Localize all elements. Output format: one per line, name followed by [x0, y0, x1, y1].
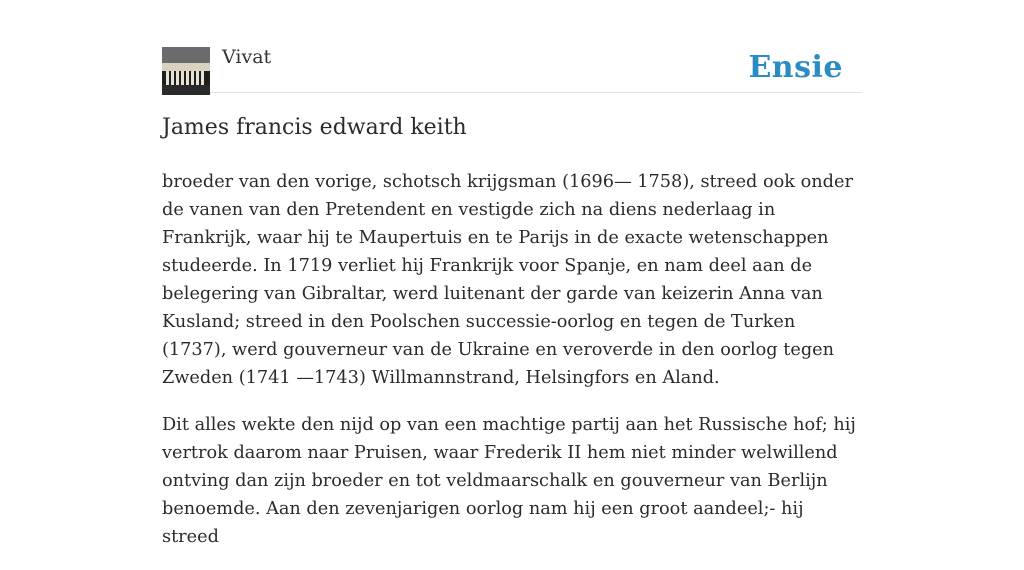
typewriter-keys-avatar-icon — [162, 47, 210, 95]
article-page — [162, 0, 862, 547]
article-body — [162, 168, 862, 570]
article-title: James francis edward keith — [162, 115, 467, 140]
brand-logo[interactable]: Ensie — [748, 50, 843, 85]
header — [162, 0, 862, 93]
author-name[interactable]: Vivat — [222, 46, 272, 68]
avatar[interactable] — [162, 47, 210, 95]
paragraph: broeder van den vorige, schotsch krijgsman (1696— 1758), streed ook onder de vanen van den Pretendent en vestigde zich na diens nederlaag in Frankrijk, waar hij te Maupertuis en te Parijs in de exacte wetenschappen studeerde. In 1719 verliet hij Frankrijk voor Spanje, en nam deel aan de belegering van Gibraltar, werd luitenant der garde van keizerin Anna van Kusland; streed in den Poolschen successie-oorlog en tegen de Turken (1737), werd gouverneur van de Ukraine en veroverde in den oorlog tegen Zweden (1741 —1743) Willmannstrand, Helsingfors en Aland. — [162, 172, 853, 388]
paragraph: Dit alles wekte den nijd op van een machtige partij aan het Russische hof; hij vertrok daarom naar Pruisen, waar Frederik II hem niet minder welwillend ontving dan zijn broeder en tot veldmaarschalk en gouverneur van Berlijn benoemde. Aan den zevenjarigen oorlog nam hij een groot aandeel;- hij streed — [162, 415, 856, 547]
